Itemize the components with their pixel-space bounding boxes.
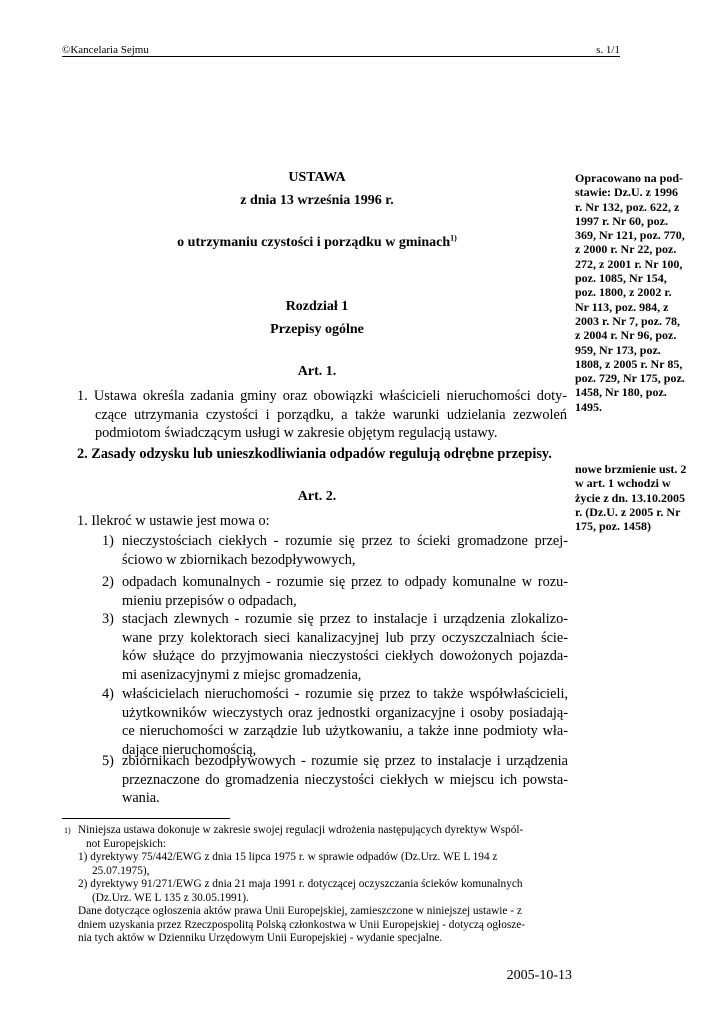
act-date: z dnia 13 września 1996 r. xyxy=(240,193,394,208)
side-note-line: Opracowano na pod- xyxy=(575,171,684,185)
side-note-line: poz. 1800, z 2002 r. xyxy=(575,285,672,300)
footnote-closing-line: Dane dotyczące ogłoszenia aktów prawa Unii Europejskiej, zamieszczone w niniejszej ustawie - z xyxy=(78,905,522,917)
side-note-line: 1997 r. Nr 60, poz. xyxy=(575,213,668,228)
footnote: 1) Niniejsza ustawa dokonuje w zakresie swojej regulacji wdrożenia następujących dyrektyw Wspól- not Europejskich: 1) dyrektywy 75/442/EWG z dnia 15 lipca 1975 r. w sprawie odpadów (Dz.Urz. WE L 194 z 25.07.1975), 2) dyrektywy 91/271/EWG z dnia 21 maja 1991 r. dotyczącej oczyszczania ścieków komunalnych (Dz.Urz. WE L 135 z 30.05.1991). Dane dotyczące ogłoszenia aktów prawa Unii Europejskiej, zamieszczone w niniejszej ustawie - z dniem uzyskania przez Rzeczpospolitą Polską członkostwa w Unii Europejskiej - dotyczą ogłosze- nia tych aktów w Dzienniku Urzędowym Unii Europejskiej - wydanie specjalne. xyxy=(62,824,572,946)
item-line: wania. xyxy=(122,790,160,806)
footnote-item-line: (Dz.Urz. WE L 135 z 30.05.1991). xyxy=(92,891,249,904)
act-title xyxy=(62,235,572,251)
art1-p1-line: czące utrzymania czystości i porządku, a także warunki udzielania zezwoleń xyxy=(95,406,567,423)
item-line: mi asenizacyjnymi z miejsc gromadzenia, xyxy=(122,666,362,683)
footer-date: 2005-10-13 xyxy=(506,968,572,983)
side-note-line: 175, poz. 1458) xyxy=(575,519,651,534)
item-line: ce nieruchomości w zarządzie lub użytkowaniu, a także inne podmioty wła- xyxy=(122,723,568,739)
item-number: 5) xyxy=(102,753,114,769)
side-note-line: z 2000 r. Nr 22, poz. xyxy=(575,242,677,257)
side-note-sources xyxy=(575,171,695,414)
art1-p1-line: podmiotom świadczącym usługi w zakresie objętym regulacją ustawy. xyxy=(95,425,498,441)
art2-item-3 xyxy=(102,610,568,684)
item-line: zbiornikach bezodpływowych - rozumie się przez to instalacje i urządzenia xyxy=(122,753,568,769)
footnote-divider xyxy=(62,818,230,819)
side-note-line: Nr 113, poz. 984, z xyxy=(575,299,669,314)
footnote-closing-line: dniem uzyskania przez Rzeczpospolitą Polską członkostwa w Unii Europejskiej - dotyczą ogłosze- xyxy=(78,918,526,931)
art1-heading: Art. 1. xyxy=(297,364,337,379)
item-line: stacjach zlewnych - rozumie się przez to instalacje i urządzenia zlokalizo- xyxy=(122,611,568,627)
item-line: właścicielach nieruchomości - rozumie się przez to także współwłaścicieli, xyxy=(122,686,568,702)
footnote-item-line: 1) dyrektywy 75/442/EWG z dnia 15 lipca 1975 r. w sprawie odpadów (Dz.Urz. WE L 194 z xyxy=(78,851,498,863)
item-line: wane przy kolektorach sieci kanalizacyjnej lub przy oczyszczalniach ście- xyxy=(122,629,568,646)
item-line: użytkowników wieczystych oraz jednostki organizacyjne i osoby posiadają- xyxy=(122,704,568,721)
side-note-amendment xyxy=(575,462,695,533)
act-title-text: o utrzymaniu czystości i porządku w gminach xyxy=(177,235,451,250)
chapter-title: Przepisy ogólne xyxy=(270,322,364,337)
art2-heading: Art. 2. xyxy=(297,489,337,504)
item-line: ściowo w zbiornikach bezodpływowych, xyxy=(122,551,356,568)
footnote-line: not Europejskich: xyxy=(86,837,167,850)
art2-item-1 xyxy=(102,532,568,569)
art2-item-4 xyxy=(102,685,568,759)
side-note-line: 272, z 2001 r. Nr 100, xyxy=(575,256,683,271)
side-note-line: stawie: Dz.U. z 1996 xyxy=(575,185,678,200)
side-note-line: poz. 729, Nr 175, poz. xyxy=(575,371,685,386)
footnote-ref[interactable]: 1) xyxy=(450,233,457,243)
side-note-line: życie z dn. 13.10.2005 xyxy=(575,490,685,505)
side-note-line: r. (Dz.U. z 2005 r. Nr xyxy=(575,504,681,519)
side-note-line: w art. 1 wchodzi w xyxy=(575,476,671,491)
item-line: ków służące do przyjmowania nieczystości ciekłych dowożonych pojazda- xyxy=(122,648,568,664)
art2-intro: 1. Ilekroć w ustawie jest mowa o: xyxy=(77,513,270,529)
item-number: 1) xyxy=(102,533,114,549)
item-number: 2) xyxy=(102,574,114,590)
footnote-item-line: 2) dyrektywy 91/271/EWG z dnia 21 maja 1991 r. dotyczącej oczyszczania ścieków komunalnych xyxy=(78,878,523,890)
item-number: 4) xyxy=(102,686,114,702)
item-line: odpadach komunalnych - rozumie się przez to odpady komunalne w rozu- xyxy=(122,574,568,590)
item-number: 3) xyxy=(102,611,114,627)
header-divider xyxy=(62,56,620,57)
footnote-line: Niniejsza ustawa dokonuje w zakresie swojej regulacji wdrożenia następujących dyrektyw Wspól- xyxy=(78,824,524,836)
footnote-item-line: 25.07.1975), xyxy=(92,864,150,877)
footnote-closing-line: nia tych aktów w Dzienniku Urzędowym Unii Europejskiej - wydanie specjalne. xyxy=(78,932,443,944)
side-note-line: nowe brzmienie ust. 2 xyxy=(575,462,687,476)
side-note-line: poz. 1085, Nr 154, xyxy=(575,271,667,286)
side-note-line: 1808, z 2005 r. Nr 85, xyxy=(575,356,683,371)
art1-paragraph-2: 2. Zasady odzysku lub unieszkodliwiania odpadów regulują odrębne przepisy. xyxy=(77,446,552,462)
item-line: przeznaczone do gromadzenia nieczystości ciekłych w miejscu ich powsta- xyxy=(122,771,568,788)
act-type: USTAWA xyxy=(288,170,346,185)
art2-item-2 xyxy=(102,573,568,610)
side-note-line: z 2004 r. Nr 96, poz. xyxy=(575,328,677,343)
side-note-line: r. Nr 132, poz. 622, z xyxy=(575,199,680,214)
item-line: nieczystościach ciekłych - rozumie się przez to ścieki gromadzone przej- xyxy=(122,533,568,549)
side-note-line: 1495. xyxy=(575,399,602,414)
side-note-line: 1458, Nr 180, poz. xyxy=(575,385,667,400)
item-line: mieniu przepisów o odpadach, xyxy=(122,592,297,609)
side-note-line: 959, Nr 173, poz. xyxy=(575,342,661,357)
art2-item-5 xyxy=(102,752,568,808)
page-number: s. 1/1 xyxy=(596,44,620,56)
art1-paragraph-1 xyxy=(77,387,567,443)
art1-p1-line: 1. Ustawa określa zadania gminy oraz obowiązki właścicieli nieruchomości doty- xyxy=(77,388,567,404)
side-note-line: 2003 r. Nr 7, poz. 78, xyxy=(575,313,680,328)
header-left: ©Kancelaria Sejmu xyxy=(62,44,149,56)
item-line: dające nieruchomością, xyxy=(122,741,257,758)
side-note-line: 369, Nr 121, poz. 770, xyxy=(575,228,685,243)
chapter-number: Rozdział 1 xyxy=(285,299,349,314)
